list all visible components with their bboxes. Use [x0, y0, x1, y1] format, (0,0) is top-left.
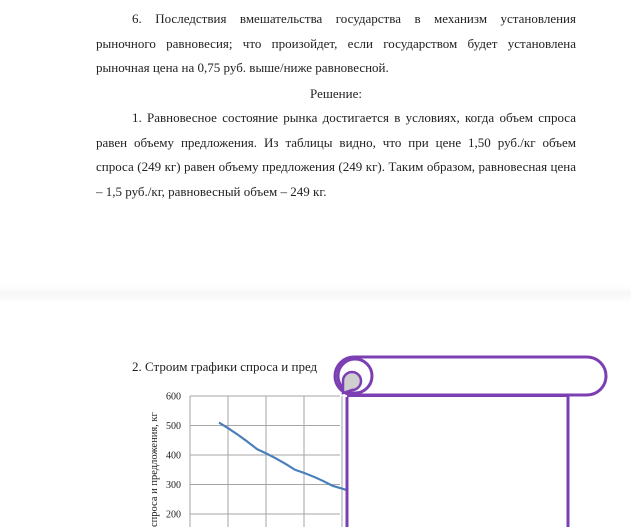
- y-tick-label: 400: [166, 450, 181, 462]
- y-tick-label: 200: [166, 509, 181, 521]
- scroll-shape: [335, 357, 606, 527]
- y-tick-labels: [166, 392, 181, 521]
- scroll-body-fill: [349, 397, 567, 527]
- y-tick-label: 500: [166, 421, 181, 432]
- y-tick-label: 300: [166, 480, 181, 491]
- chart-grid: [190, 396, 342, 527]
- solution-heading: Решение:: [310, 86, 362, 101]
- solution-paragraph-2: 2. Строим графики спроса и пред: [132, 359, 318, 374]
- y-axis-label: спроса и предложения, кг: [149, 412, 160, 527]
- scroll-banner: [335, 357, 606, 395]
- y-tick-label: 600: [166, 391, 181, 403]
- task-paragraph: 6. Последствия вмешательства государства в механизм установления рыночного равновесия; что произойдет, если государством будет установлена рыночная цена на 0,75 руб. выше/ниже равновесной.: [96, 11, 576, 75]
- solution-paragraph-1: 1. Равновесное состояние рынка достигается в условиях, когда объем спроса равен объему предложения. Из таблицы видно, что при цене 1,50 руб./кг объем спроса (249 кг) равен объему предложения (249 кг). Таким образом, равновесная цена – 1,5 руб./кг, равновесный объем – 249 кг.: [96, 110, 576, 199]
